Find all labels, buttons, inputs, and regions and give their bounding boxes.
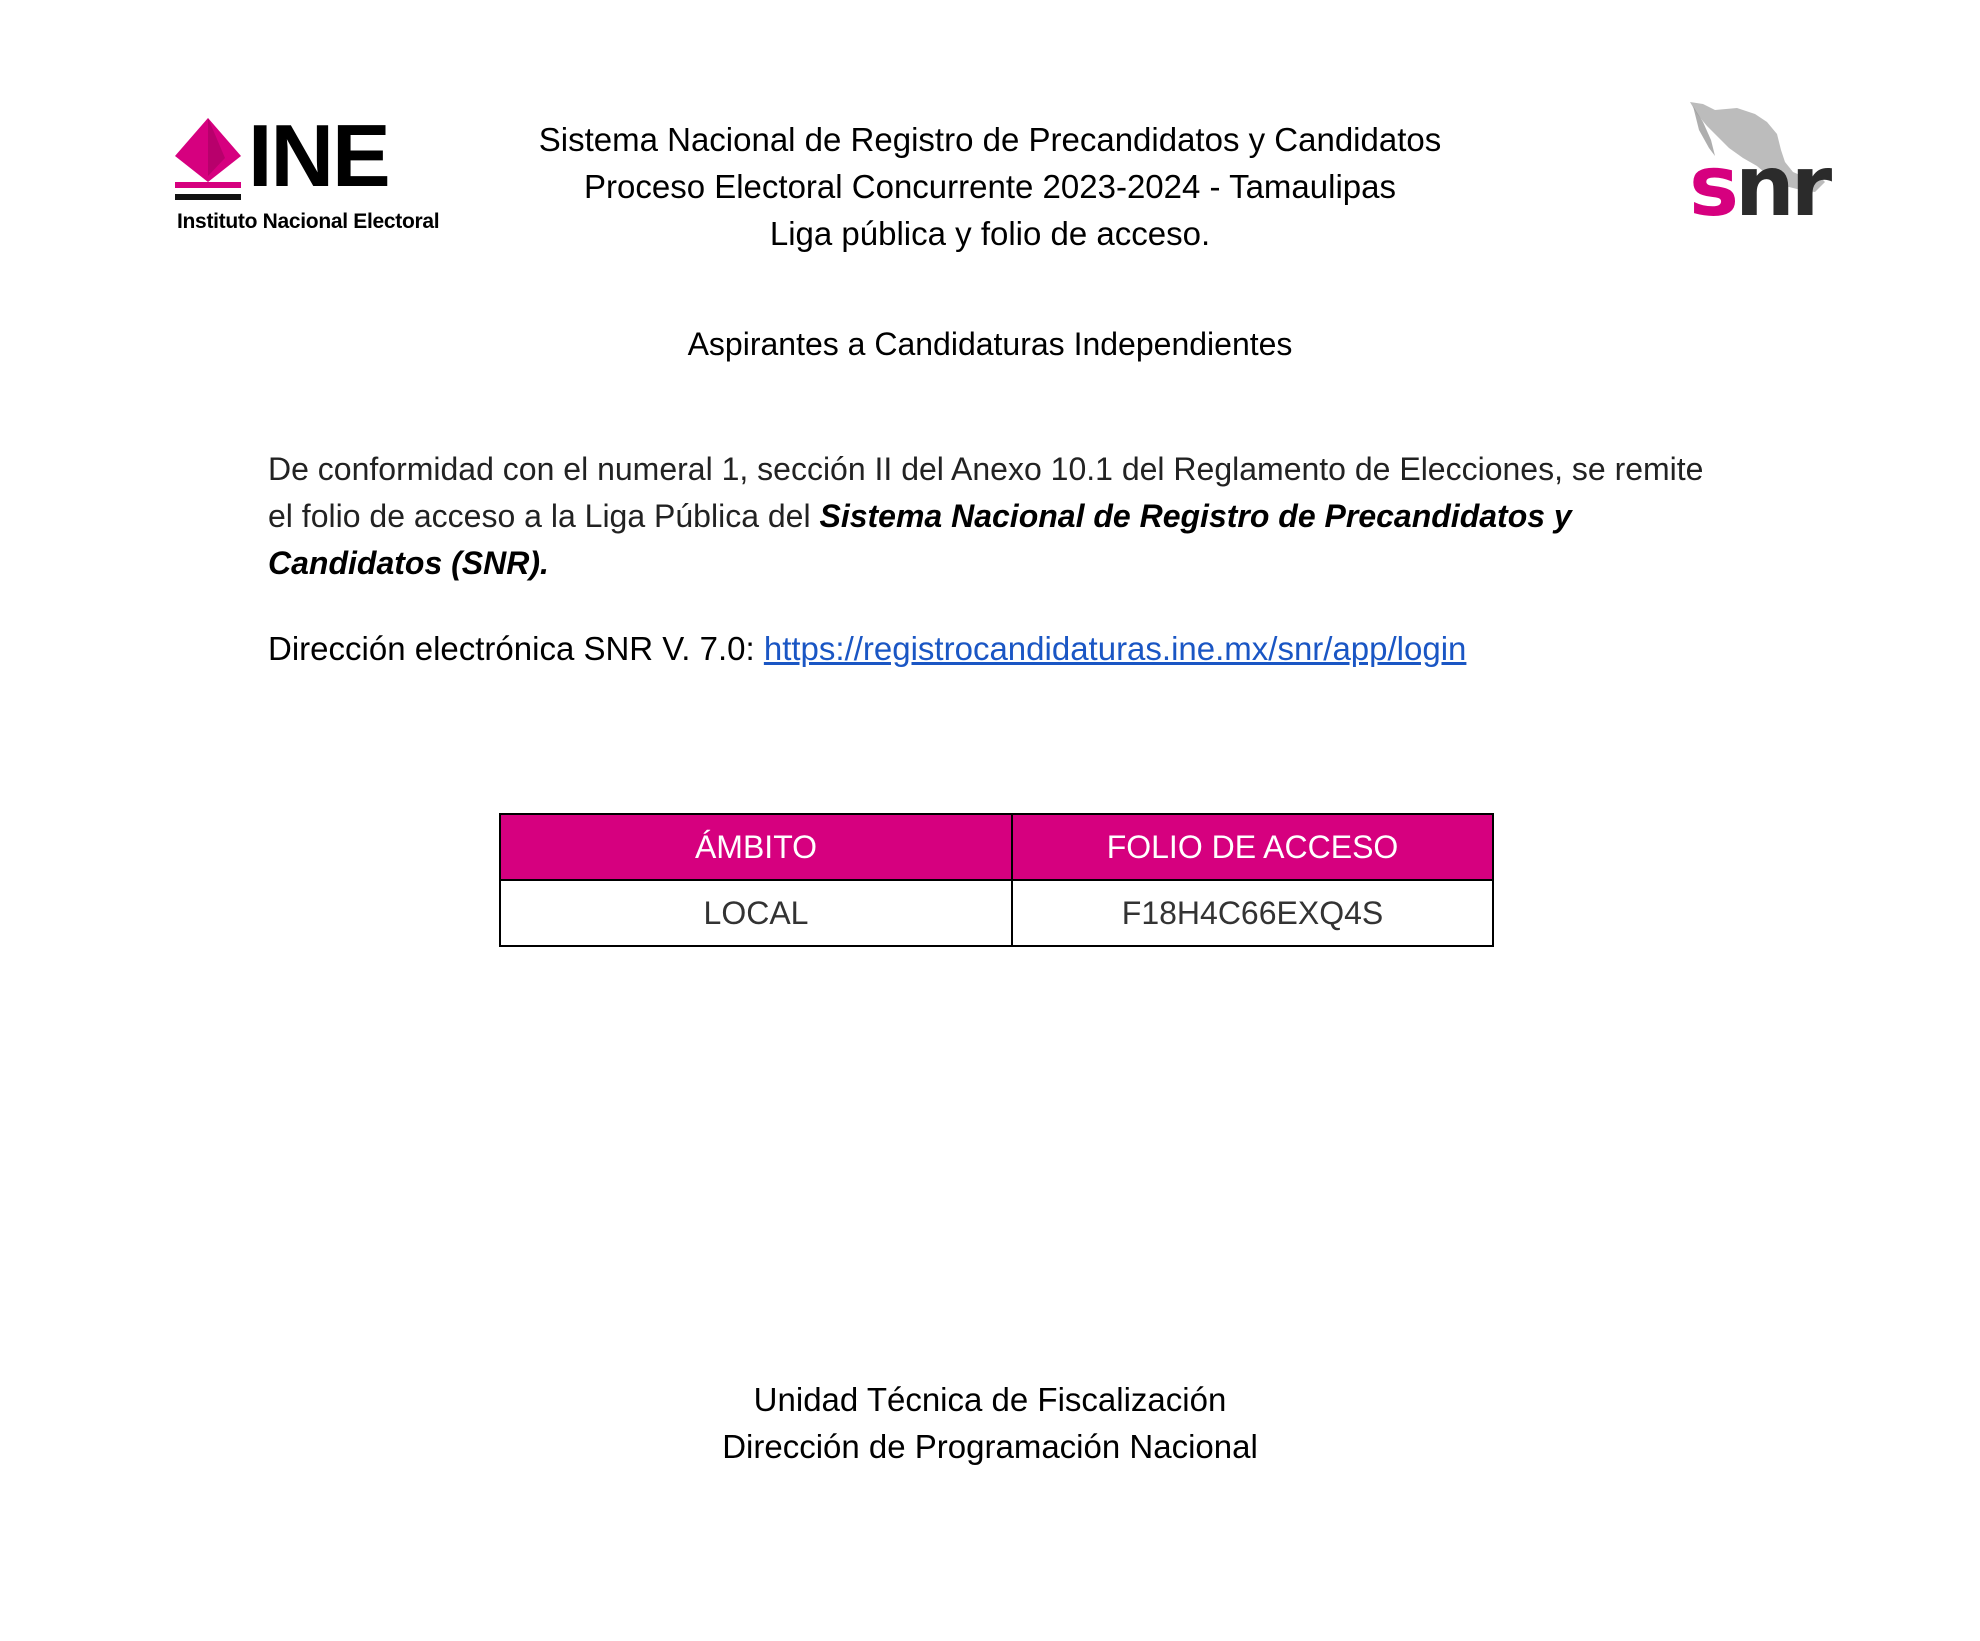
snr-wordmark: [1689, 137, 1829, 235]
table-cell-folio: F18H4C66EXQ4S: [1012, 880, 1493, 946]
table-header-ambito: ÁMBITO: [500, 814, 1012, 880]
ine-logo: [175, 106, 440, 240]
header-line-purpose: Liga pública y folio de acceso.: [769, 215, 1211, 252]
address-line: [268, 630, 1728, 668]
table-header-row: [500, 814, 1493, 880]
document-footer: [490, 1376, 1490, 1470]
ine-wordmark: INE: [248, 106, 389, 205]
footer-line-unit: Unidad Técnica de Fiscalización: [753, 1381, 1227, 1418]
table-row: [500, 880, 1493, 946]
folio-table: [499, 813, 1494, 947]
intro-text: De conformidad con el numeral 1, sección II del Anexo 10.1 del Reglamento de Elecciones, se remite el folio de acceso a la Liga Pública del: [268, 451, 1704, 534]
header-line-system: Sistema Nacional de Registro de Precandidatos y Candidatos: [538, 121, 1442, 158]
header-line-process: Proceso Electoral Concurrente 2023-2024 - Tamaulipas: [583, 168, 1396, 205]
table-header-folio: FOLIO DE ACCESO: [1012, 814, 1493, 880]
address-separator: :: [745, 630, 755, 667]
snr-s: s: [1689, 137, 1735, 235]
snr-nr: nr: [1735, 137, 1829, 235]
section-subtitle: Aspirantes a Candidaturas Independientes: [687, 326, 1293, 362]
document-header: [490, 116, 1490, 257]
ine-ballot-icon: [175, 118, 241, 206]
address-label: Dirección electrónica SNR V. 7.0: [268, 630, 746, 667]
snr-login-link[interactable]: https://registrocandidaturas.ine.mx/snr/app/login: [763, 630, 1467, 667]
snr-logo: [1685, 100, 1865, 235]
table-cell-ambito: LOCAL: [500, 880, 1012, 946]
footer-line-direction: Dirección de Programación Nacional: [722, 1428, 1258, 1465]
intro-paragraph: [268, 446, 1728, 587]
ine-subtitle: Instituto Nacional Electoral: [177, 210, 440, 233]
intro-emphasis: Sistema Nacional de Registro de Precandidatos y Candidatos (SNR).: [268, 498, 1572, 581]
